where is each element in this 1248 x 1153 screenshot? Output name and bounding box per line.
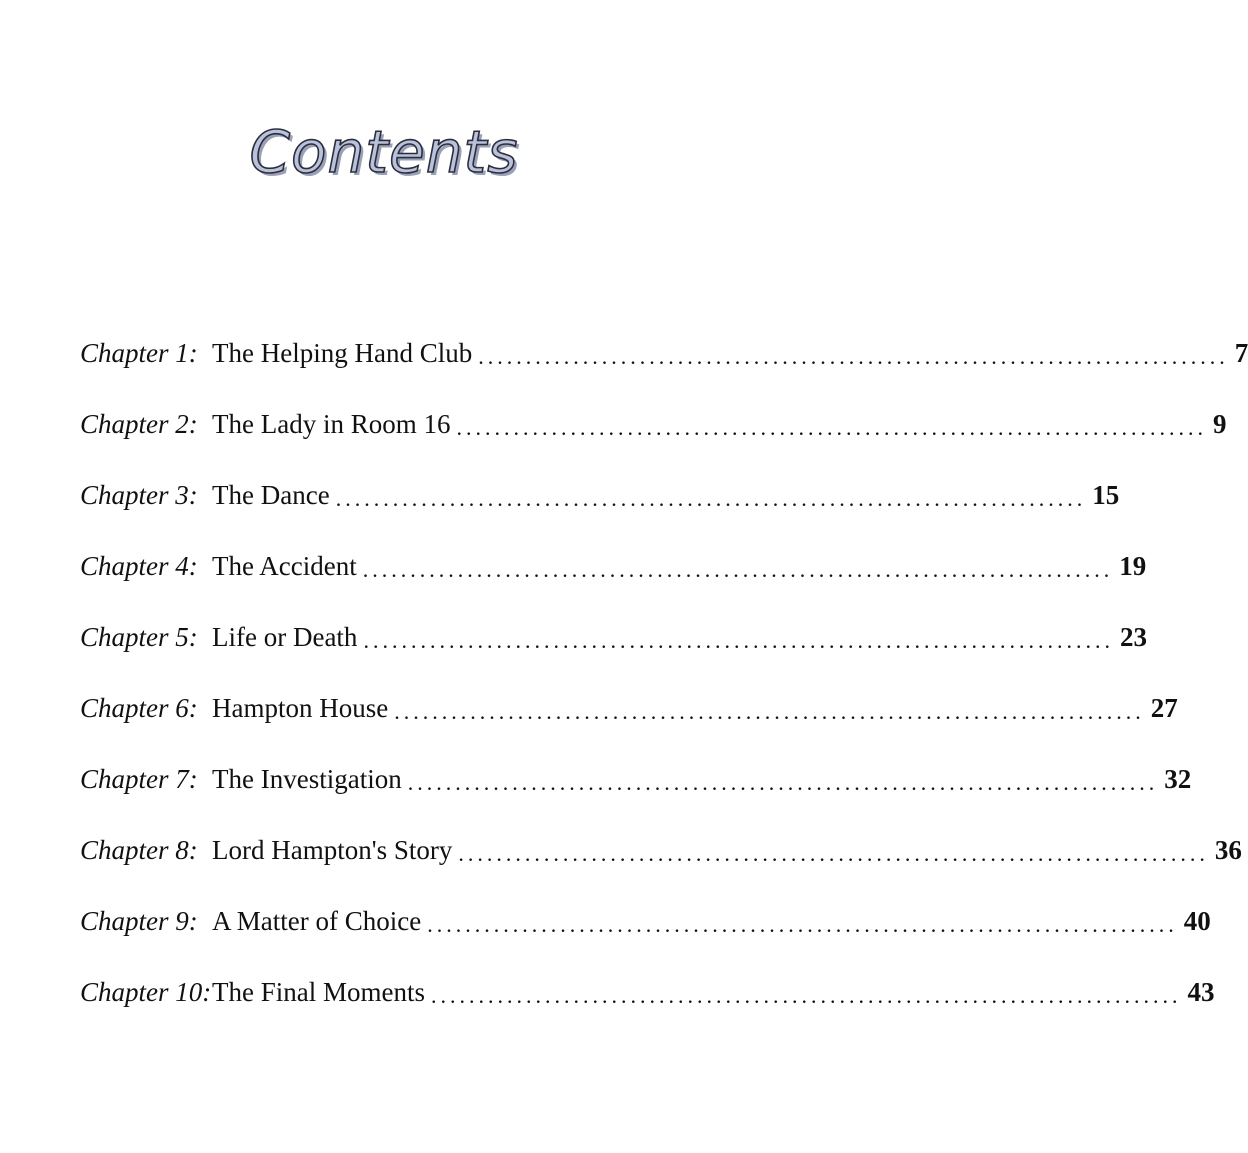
dot-leader: ............................................................................... [394, 698, 1145, 724]
page-number: 15 [1092, 480, 1120, 510]
page-number: 43 [1187, 977, 1215, 1007]
chapter-title: The Dance [212, 480, 330, 510]
chapter-label: Chapter 8: [80, 835, 198, 865]
chapter-label: Chapter 7: [80, 764, 198, 794]
dot-leader: ............................................................................... [430, 982, 1182, 1008]
chapter-label: Chapter 5: [80, 622, 198, 652]
chapter-title: The Investigation [212, 764, 402, 794]
chapter-title: Lord Hampton's Story [212, 835, 453, 865]
chapter-label: Chapter 1: [80, 338, 198, 368]
page-number: 36 [1214, 835, 1242, 865]
toc-row [80, 531, 1147, 602]
toc-row [80, 673, 1178, 744]
chapter-title: A Matter of Choice [212, 906, 422, 936]
table-of-contents [80, 318, 1248, 1028]
dot-leader: ............................................................................... [478, 343, 1229, 369]
toc-row [80, 957, 1215, 1028]
chapter-label: Chapter 10: [80, 977, 212, 1007]
toc-row [80, 815, 1242, 886]
toc-row [80, 389, 1227, 460]
dot-leader: ............................................................................... [407, 769, 1159, 795]
toc-row [80, 744, 1192, 815]
dot-leader: ............................................................................... [362, 556, 1114, 582]
chapter-title: The Accident [212, 551, 357, 581]
chapter-title: Life or Death [212, 622, 358, 652]
chapter-label: Chapter 9: [80, 906, 198, 936]
chapter-title: The Lady in Room 16 [212, 409, 451, 439]
chapter-label: Chapter 2: [80, 409, 198, 439]
dot-leader: ............................................................................... [456, 414, 1207, 440]
dot-leader: ............................................................................... [363, 627, 1114, 653]
chapter-label: Chapter 3: [80, 480, 198, 510]
chapter-title: The Final Moments [212, 977, 425, 1007]
page-number: 9 [1212, 409, 1227, 439]
toc-row [80, 886, 1211, 957]
dot-leader: ............................................................................... [335, 485, 1087, 511]
page-title: Contents [249, 118, 519, 186]
chapter-label: Chapter 6: [80, 693, 198, 723]
toc-row [80, 460, 1120, 531]
page-number: 32 [1164, 764, 1192, 794]
page-number: 27 [1150, 693, 1178, 723]
page-number: 40 [1183, 906, 1211, 936]
page-number: 19 [1119, 551, 1147, 581]
chapter-title: Hampton House [212, 693, 389, 723]
chapter-label: Chapter 4: [80, 551, 198, 581]
toc-row [80, 318, 1248, 389]
chapter-title: The Helping Hand Club [212, 338, 473, 368]
page-number: 23 [1119, 622, 1147, 652]
dot-leader: ............................................................................... [427, 911, 1178, 937]
dot-leader: ............................................................................... [458, 840, 1209, 866]
toc-row [80, 602, 1147, 673]
page-number: 7 [1234, 338, 1248, 368]
